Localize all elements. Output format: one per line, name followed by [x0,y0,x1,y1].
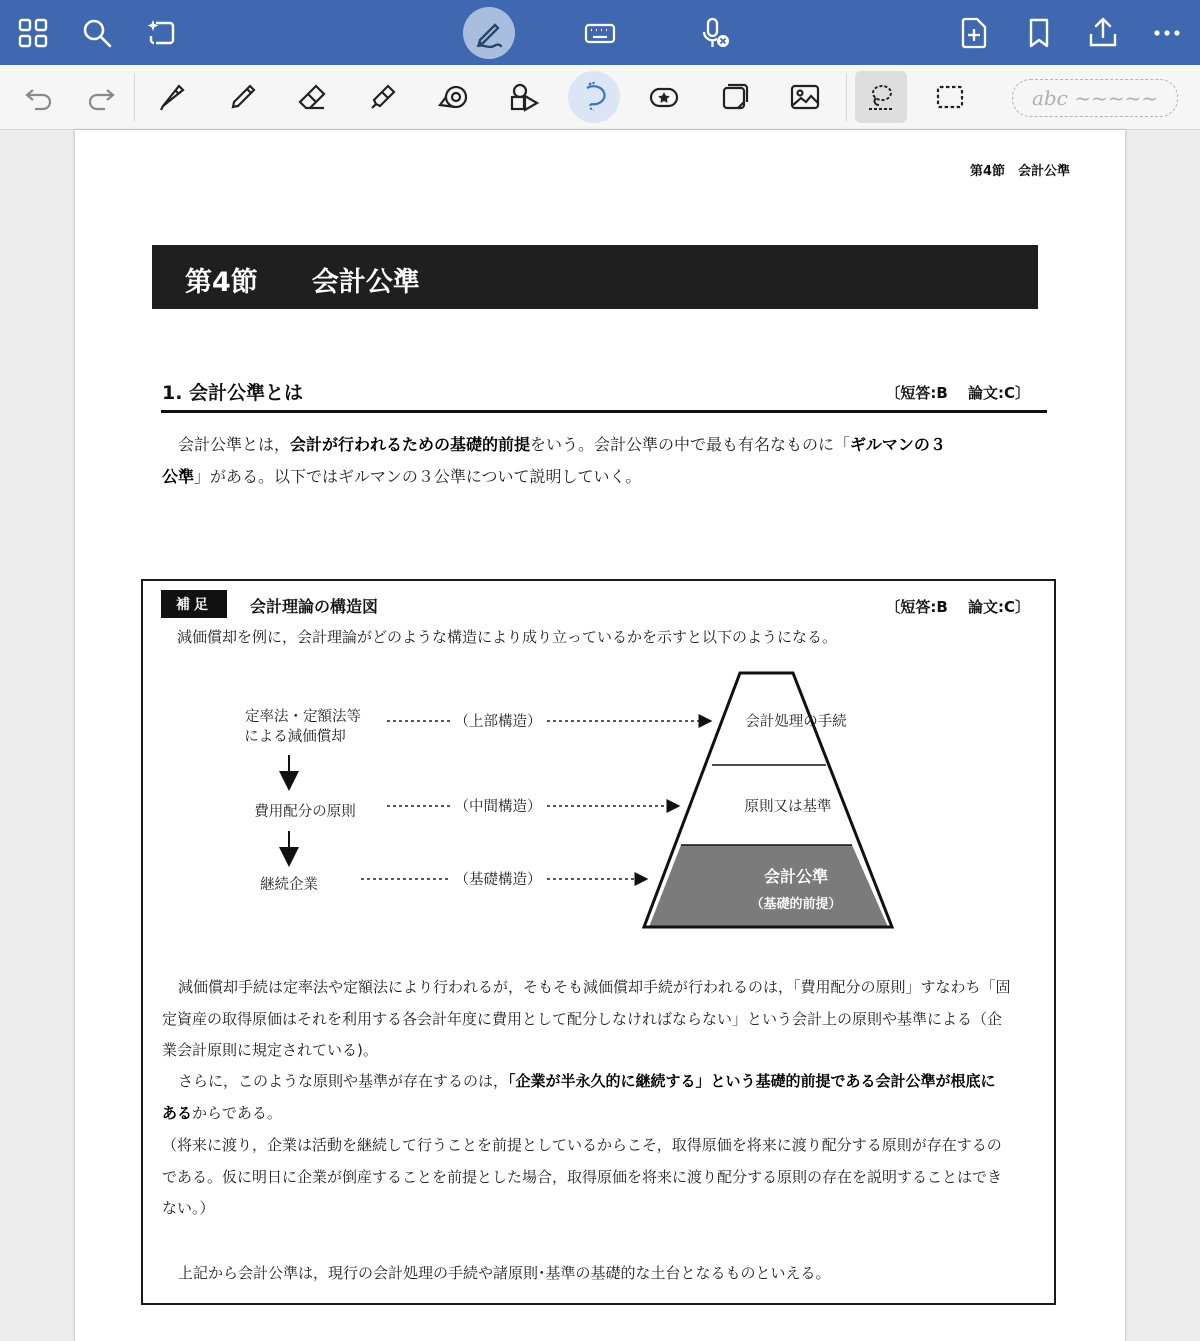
lasso-select-icon[interactable] [855,71,907,123]
sticky-note-icon[interactable] [709,71,761,123]
pen-mode-icon[interactable] [463,7,515,59]
supplement-rating: 〔短答:B 論文:C〕 [885,598,1030,616]
supplement-tag: 補足 [161,590,227,618]
undo-icon[interactable] [12,71,64,123]
tool-bar [0,65,1200,130]
pyramid-bottom-sublabel: （基礎的前提） [750,897,842,912]
share-icon[interactable] [1077,7,1129,59]
body-paragraph-1: 減価償却手続は定率法や定額法により行われるが，そもそも減価償却手続が行われるのは，「費用配分の原則」すなわち「固 定資産の取得原価はそれを利用する各会計年度に費用として配分しなければならない」という会計上の原則や基準による（企 業会計原則に規定されている)。 [162,978,1011,1059]
chapter-title: 第4節 会計公準 [185,267,420,298]
intro-paragraph: 会計公準とは，会計が行われるための基礎的前提をいう。会計公準の中で最も有名なものに「ギルマンの３ 公準」がある。以下ではギルマンの３公準について説明していく。 [162,435,946,486]
divider [846,73,847,121]
highlighter-icon[interactable] [357,71,409,123]
section-title: 1. 会計公準とは [162,382,304,404]
supplement-title: 会計理論の構造図 [250,597,379,616]
rect-select-icon[interactable] [924,71,976,123]
shapes-icon[interactable] [498,71,550,123]
left-item-depreciation-1: 定率法・定額法等 [245,709,361,725]
tape-icon[interactable] [428,71,480,123]
label-upper-structure: （上部構造） [454,714,542,730]
left-item-cost-allocation: 費用配分の原則 [254,804,356,820]
eraser-icon[interactable] [287,71,339,123]
lasso-icon[interactable] [568,71,620,123]
app-top-bar [0,0,1200,65]
fountain-pen-icon[interactable] [146,71,198,123]
image-icon[interactable] [779,71,831,123]
bookmark-icon[interactable] [1013,7,1065,59]
document-page[interactable] [75,130,1125,1341]
new-page-icon[interactable] [948,7,1000,59]
keyboard-icon[interactable] [574,7,626,59]
left-item-going-concern: 継続企業 [260,877,318,893]
label-middle-structure: （中間構造） [454,799,542,815]
pyramid-top-label: 会計処理の手続 [745,714,847,730]
section-rating: 〔短答:B 論文:C〕 [885,384,1030,402]
sparkle-icon[interactable] [135,7,187,59]
body-paragraph-3: （将来に渡り，企業は活動を継続して行うことを前提としているからこそ，取得原価を将来に渡り配分する原則が存在するの である。仮に明日に企業が倒産することを前提とした場合，取得原価を将来に渡り配分する原則の存在を説明することはでき ない。） [162,1136,1003,1217]
more-icon[interactable] [1141,7,1193,59]
body-paragraph-4: 上記から会計公準は，現行の会計処理の手続や諸原則･基準の基礎的な土台となるものといえる。 [178,1264,831,1282]
pyramid-base [649,845,888,927]
redo-icon[interactable] [76,71,128,123]
running-head: 第4節 会計公準 [969,164,1070,179]
microphone-off-icon[interactable] [688,7,740,59]
sticker-icon[interactable] [638,71,690,123]
accounting-theory-structure-diagram [215,665,975,945]
search-icon[interactable] [71,7,123,59]
supplement-lead: 減価償却を例に，会計理論がどのような構造により成り立っているかを示すと以下のようになる。 [177,628,838,646]
label-base-structure: （基礎構造） [454,872,542,888]
pyramid-middle-label: 原則又は基準 [744,799,832,815]
pyramid-bottom-label: 会計公準 [763,867,829,886]
handwriting-input[interactable]: abc ~~~~~ [1012,79,1178,117]
grid-icon[interactable] [7,7,59,59]
pencil-icon[interactable] [217,71,269,123]
body-paragraph-2: さらに，このような原則や基準が存在するのは，「企業が半永久的に継続する」という基礎的前提である会計公準が根底に あるからである。 [162,1072,996,1122]
left-item-depreciation-2: による減価償却 [244,729,346,745]
section-underline [161,410,1047,413]
divider [134,73,135,121]
